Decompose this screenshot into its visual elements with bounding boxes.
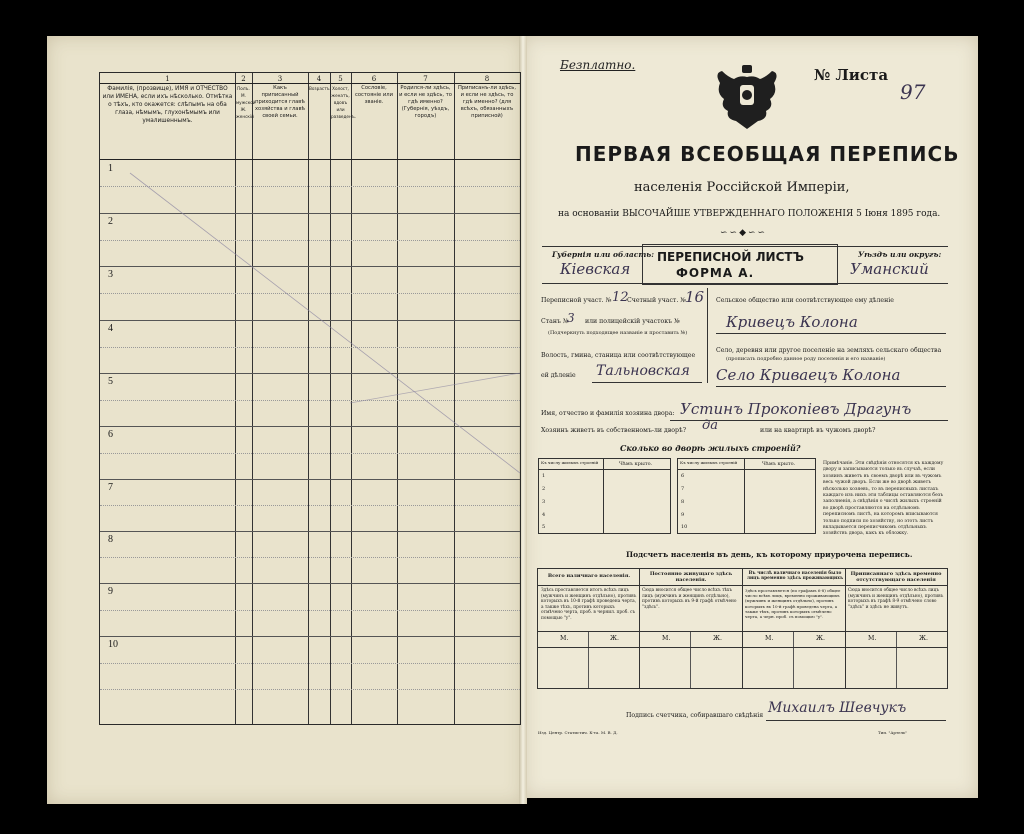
count-col-temporary: Въ числѣ наличнаго населенiя было лицъ временно здѣсь проживающихъ: [746, 571, 844, 581]
count-desc-permanent: Сюда вносится общее число всѣхъ тѣхъ лицъ (мужчинъ и женщинъ отдѣльно), противъ которыхъ въ 9-й графѣ отмѣчено "здѣсь".: [642, 588, 737, 610]
buildings-row-num: 1: [542, 473, 546, 479]
mf-label: М.: [765, 635, 774, 642]
buildings-row-num: 9: [681, 512, 685, 518]
village-society-label: Сельское общество или соотвѣтствующее ему дѣленiе: [716, 297, 894, 304]
mf-label: Ж.: [610, 635, 619, 642]
enumerator-signature: Михаилъ Шевчукъ: [768, 700, 907, 716]
form-title: ПЕРЕПИСНОЙ ЛИСТЪ: [657, 250, 804, 264]
mf-label: М.: [662, 635, 671, 642]
owner-value-2: да: [702, 418, 718, 433]
header-sex: Полъ. М. мужской Ж. женскій: [236, 86, 256, 119]
settlement-hint: (прописать подробно данное роду поселенiя и его названiе): [726, 356, 886, 362]
buildings-table-right: [677, 458, 816, 534]
row-number: 8: [108, 534, 113, 545]
buildings-row-num: 3: [542, 499, 546, 505]
buildings-note: Примѣчанiе. Эти свѣдѣнiя относятся къ каждому двору и записываются только въ случаѣ, если хозяинъ живетъ въ своемъ дворѣ или въ чужомъ весь чужой дворъ. Если же во дворѣ живетъ нѣсколько хозяевъ, то въ переписныхъ листахъ каждаго изъ нихъ эти таблицы оставляются безъ заполненiя, а свѣдѣнiя о числѣ жилыхъ строенiй во дворѣ проставляются на отдѣльномъ переписномъ листѣ, на которомъ вписываются только подписи по хозяйству, но этотъ листъ вкладывается переписчикомъ отдѣльныхъ хозяйствъ двора, какъ къ обложку.: [823, 461, 944, 537]
count-col-permanent: Постоянно живущаго здѣсь населенiя.: [649, 571, 733, 583]
printer-left: Изд. Центр. Статистич. К-та. М. В. Д.: [538, 730, 618, 735]
police-section-label: или полицейскій участокъ №: [585, 318, 680, 325]
mf-label: Ж.: [919, 635, 928, 642]
signature-label: Подпись счетчика, собиравшаго свѣдѣнiя: [626, 712, 764, 719]
volost-value: Тальновская: [596, 363, 690, 379]
counting-section-label: Счетный участ. №: [627, 297, 687, 304]
row-number: 6: [108, 429, 113, 440]
row-number: 7: [108, 482, 113, 493]
stan-label: Станъ №: [541, 318, 569, 325]
cross-out-stroke: [100, 73, 520, 723]
row-number: 3: [108, 269, 113, 280]
buildings-label: Сколько во дворѣ жилыхъ строенiй?: [620, 443, 801, 453]
province-value: Кiевская: [560, 260, 631, 278]
owner-label: Имя, отчество и фамилiя хозяина двора:: [541, 410, 675, 417]
mf-label: М.: [868, 635, 877, 642]
volost-label-2: ей дѣленiе: [541, 372, 576, 379]
column-number: 5: [338, 75, 343, 83]
column-number: 1: [165, 75, 170, 83]
mf-label: М.: [560, 635, 569, 642]
column-number: 4: [316, 75, 322, 83]
buildings-row-num: 5: [542, 524, 546, 530]
column-number: 2: [241, 75, 246, 83]
population-count-table: [537, 568, 948, 689]
owner-rents-label: или на квартирѣ въ чужомъ дворѣ?: [760, 427, 876, 434]
owner-lives-label: Хозяинъ живетъ въ собственномъ-ли дворѣ?: [541, 427, 687, 434]
count-desc-temporary: Здѣсь проставляется (по графамъ 6-8) общее число всѣхъ лицъ, временно проживающихъ (мужчинъ и женщинъ отдѣльно), противъ которыхъ въ 10-й графѣ проведена черта, а также тѣхъ, противъ которыхъ отмѣчено черта, а черн. проб. съ помощью "у".: [745, 588, 841, 620]
header-birthplace: Родился-ли здѣсь, и если не здѣсь, то гдѣ именно? (Губернiя, уѣздъ, городъ): [399, 85, 452, 119]
census-section-label: Переписной участ. №: [541, 297, 612, 304]
row-number: 9: [108, 586, 113, 597]
header-estate: Сословiе, состоянiе или званiе.: [355, 85, 393, 105]
underline-hint: (Подчеркнуть подходящее названiе и проставить №): [548, 330, 688, 336]
buildings-row-num: 2: [542, 486, 546, 492]
row-number: 4: [108, 323, 113, 334]
census-basis: на основанiи ВЫСОЧАЙШЕ УТВЕРЖДЕННАГО ПОЛОЖЕНIЯ 5 Iюня 1895 года.: [558, 209, 941, 219]
row-number: 1: [108, 163, 113, 174]
volost-label: Волость, гмина, станица или соотвѣтствующее: [541, 352, 696, 359]
census-household-table: [99, 72, 521, 725]
form-letter: ФОРМА А.: [676, 266, 755, 280]
column-number: 6: [371, 75, 377, 83]
count-title: Подсчетъ населенiя въ день, къ которому приурочена перепись.: [626, 550, 913, 559]
buildings-row-num: 10: [681, 524, 688, 530]
column-number: 7: [423, 75, 428, 83]
settlement-value: Село Криваецъ Колона: [716, 366, 901, 384]
sheet-number-label: № Листа: [814, 66, 889, 84]
row-number: 10: [108, 639, 118, 650]
counting-section-value: 16: [685, 288, 705, 306]
buildings-row-num: 4: [542, 512, 546, 518]
printer-right: Тип. "Артель": [878, 730, 908, 735]
census-title: ПЕРВАЯ ВСЕОБЩАЯ ПЕРЕПИСЬ: [575, 142, 960, 166]
buildings-table-left: [538, 458, 671, 534]
census-subtitle: населенiя Россiйской Имперiи,: [634, 180, 850, 195]
count-col-absent: Приписаннаго здѣсь временно отсутствующаго населенiя: [850, 571, 942, 583]
imperial-eagle-emblem: [712, 63, 782, 133]
header-age: Возрастъ: [309, 86, 330, 91]
owner-value: Устинъ Прокопiевъ Драгунъ: [680, 400, 912, 418]
buildings-row-num: 8: [681, 499, 685, 505]
buildings-col-1: Къ числу жилыхъ строенiй: [541, 460, 599, 465]
stan-value: 3: [567, 311, 575, 325]
buildings-row-num: 7: [681, 486, 685, 492]
sheet-number-value: 97: [900, 80, 926, 104]
buildings-row-num: 6: [681, 473, 685, 479]
count-col-total: Всего наличнаго населенiя.: [547, 573, 631, 579]
province-label: Губернiя или область:: [552, 250, 654, 259]
census-section-value: 12: [612, 290, 629, 305]
column-number: 8: [484, 75, 490, 83]
column-number: 3: [277, 75, 283, 83]
settlement-label: Село, деревня или другое поселенiе на земляхъ сельскаго общества: [716, 347, 942, 354]
header-relation: Какъ приписанный приходится главѣ хозяйства и главѣ своей семьи.: [254, 85, 306, 119]
mf-label: Ж.: [816, 635, 825, 642]
count-desc-total: Здѣсь проставляется итогъ всѣхъ лицъ (мужчинъ и женщинъ отдѣльно), противъ которыхъ въ 10-й графѣ проведена черта, а также тѣхъ, противъ которыхъ отмѣчено черта, проб. в чернил. проб. съ помощью "у".: [541, 588, 637, 621]
header-registered: Приписанъ-ли здѣсь, и если не здѣсь, то гдѣ именно? (для всѣхъ, обязанныхъ приписной): [457, 85, 516, 119]
header-name: Фамилiя, (прозвище), ИМЯ и ОТЧЕСТВО или ИМЕНА, если ихъ нѣсколько. Отмѣтка о тѣхъ, кто окажется: слѣпымъ на оба глаза, нѣмымъ, глухонѣмымъ или умалишеннымъ.: [102, 86, 233, 124]
buildings-col-2: Чѣмъ крыто.: [762, 461, 796, 467]
row-number: 5: [108, 376, 113, 387]
header-marital: Холост, женатъ, вдовъ или разведенъ.: [331, 86, 356, 119]
buildings-col-1: Къ числу жилыхъ строенiй: [680, 460, 738, 465]
count-desc-absent: Сюда вносится общее число всѣхъ лицъ (мужчинъ и женщинъ отдѣльно), противъ которыхъ въ графѣ 8-9 отмѣчено слово "здѣсь" и здѣсь не живутъ.: [848, 588, 944, 610]
buildings-col-2: Чѣмъ крыто.: [619, 461, 653, 467]
row-number: 2: [108, 216, 113, 227]
mf-label: Ж.: [713, 635, 722, 642]
free-label: Безплатно.: [560, 58, 636, 72]
village-society-value: Кривецъ Колона: [726, 313, 858, 331]
ornament-divider: ∽∽◆∽∽: [720, 228, 768, 238]
district-label: Уѣздъ или округъ:: [858, 250, 942, 259]
district-value: Уманский: [850, 260, 929, 278]
